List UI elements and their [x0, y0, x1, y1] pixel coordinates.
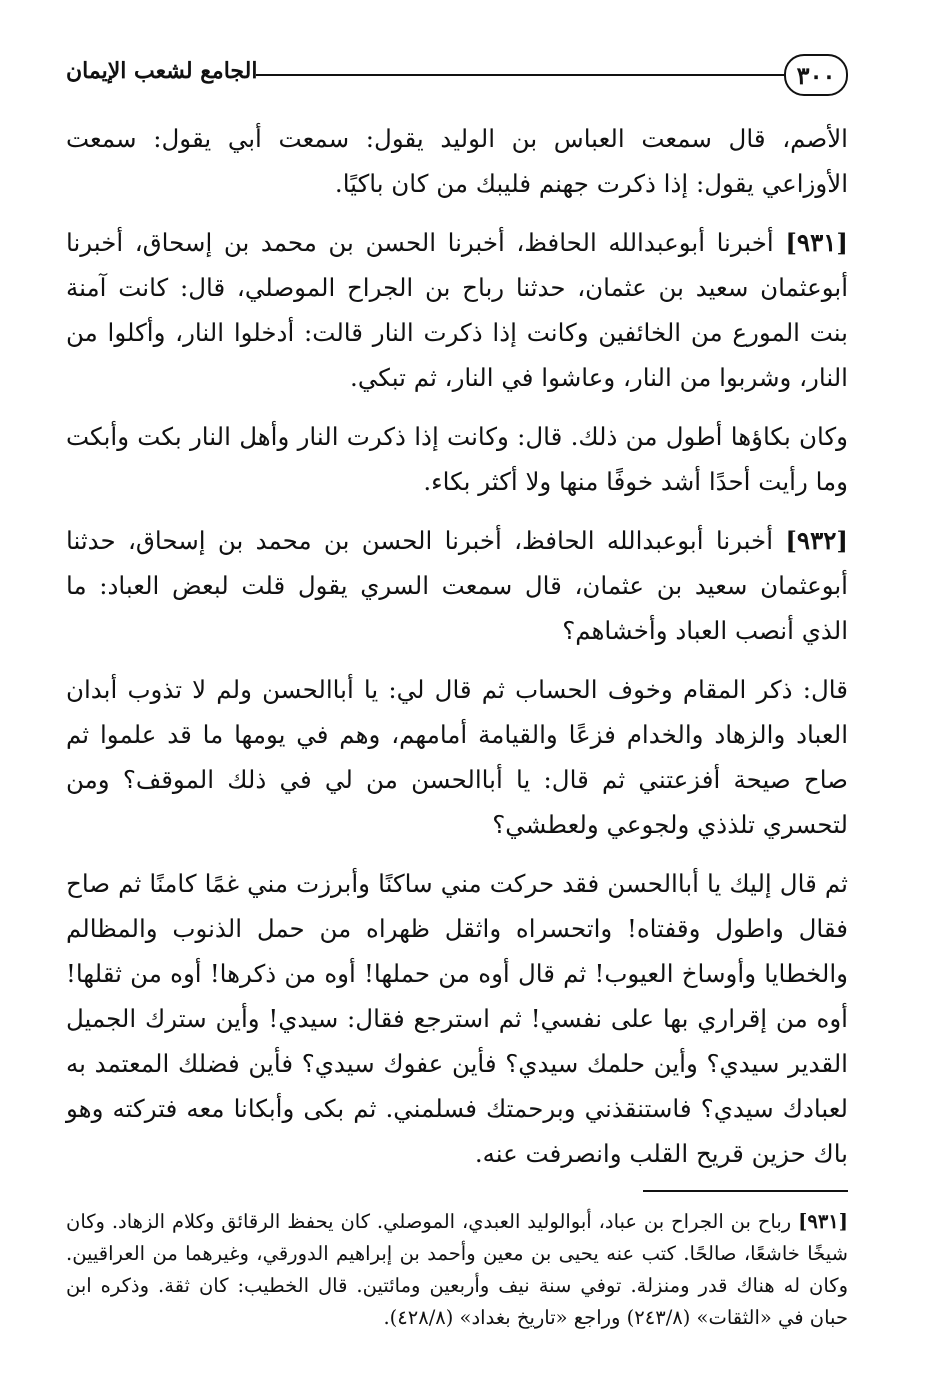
paragraph — [66, 861, 848, 1176]
paragraph-text: وكان بكاؤها أطول من ذلك. قال: وكانت إذا ذكرت النار وأهل النار بكت وأبكت وما رأيت أحدًا أشد خوفًا منها ولا أكثر بكاء. — [66, 422, 848, 496]
book-title: الجامع لشعب الإيمان — [66, 58, 258, 84]
paragraph — [66, 518, 848, 653]
paragraph-text: ثم قال إليك يا أباالحسن فقد حركت مني ساكنًا وأبرزت مني غمًا كامنًا ثم صاح فقال واطول وقفتاه! واتحسراه واثقل ظهراه من حمل الذنوب والمظالم والخطايا وأوساخ العيوب! ثم قال أوه من حملها! أوه من ذكرها! أوه من ثقلها! أوه من إقراري بها على نفسي! ثم استرجع فقال: سيدي! وأين سترك الجميل القدير سيدي؟ وأين حلمك سيدي؟ فأين عفوك سيدي؟ فأين فضلك المعتمد به لعبادك سيدي؟ فاستنقذني وبرحمتك فسلمني. ثم بكى وأبكانا معه فتركته وهو باك حزين قريح القلب وانصرفت عنه. — [66, 869, 848, 1168]
footnote — [66, 1206, 848, 1334]
footnote-text: رباح بن الجراح بن عباد، أبوالوليد العبدي، الموصلي. كان يحفظ الرقائق وكلام الزهاد. وكان شيخًا خاشعًا، صالحًا. كتب عنه يحيى بن معين وأحمد بن إبراهيم الدورقي، وغيرهما من العراقيين. وكان له هناك قدر ومنزلة. توفي سنة نيف وأربعين ومائتين. قال الخطيب: كان ثقة. وذكره ابن حبان في «الثقات» (٢٤٣/٨) وراجع «تاريخ بغداد» (٤٢٨/٨). — [66, 1210, 848, 1329]
paragraph-text: قال: ذكر المقام وخوف الحساب ثم قال لي: يا أباالحسن ولم لا تذوب أبدان العباد والزهاد والخدام فزعًا والقيامة أمامهم، وهم في يومها ما قد علموا ثم صاح صيحة أفزعتني ثم قال: يا أباالحسن من لي في ذلك الموقف؟ ومن لتحسري تلذذي ولجوعي ولعطشي؟ — [66, 675, 848, 839]
paragraph-text: أخبرنا أبوعبدالله الحافظ، أخبرنا الحسن بن محمد بن إسحاق، أخبرنا أبوعثمان سعيد بن عثمان، حدثنا رباح بن الجراح الموصلي، قال: كانت آمنة بنت المورع من الخائفين وكانت إذا ذكرت النار قالت: أدخلوا النار، وأكلوا من النار، وشربوا من النار، وعاشوا في النار، ثم تبكي. — [66, 228, 848, 392]
hadith-number: [٩٣١] — [785, 228, 848, 257]
paragraph — [66, 667, 848, 847]
header-divider — [256, 74, 790, 76]
page-number: ٣٠٠ — [784, 54, 848, 96]
footnote-number: [٩٣١] — [798, 1210, 848, 1233]
paragraph-text: أخبرنا أبوعبدالله الحافظ، أخبرنا الحسن بن محمد بن إسحاق، حدثنا أبوعثمان سعيد بن عثمان، قال سمعت السري يقول قلت لبعض العباد: ما الذي أنصب العباد وأخشاهم؟ — [66, 526, 848, 645]
footnote-divider — [643, 1190, 848, 1192]
main-text — [66, 116, 848, 1176]
hadith-number: [٩٣٢] — [785, 526, 848, 555]
paragraph-text: الأصم، قال سمعت العباس بن الوليد يقول: سمعت أبي يقول: سمعت الأوزاعي يقول: إذا ذكرت جهنم فليبك من كان باكيًا. — [66, 124, 848, 198]
page-header — [66, 44, 848, 98]
paragraph — [66, 220, 848, 400]
paragraph — [66, 116, 848, 206]
book-page — [66, 44, 848, 1344]
paragraph — [66, 414, 848, 504]
